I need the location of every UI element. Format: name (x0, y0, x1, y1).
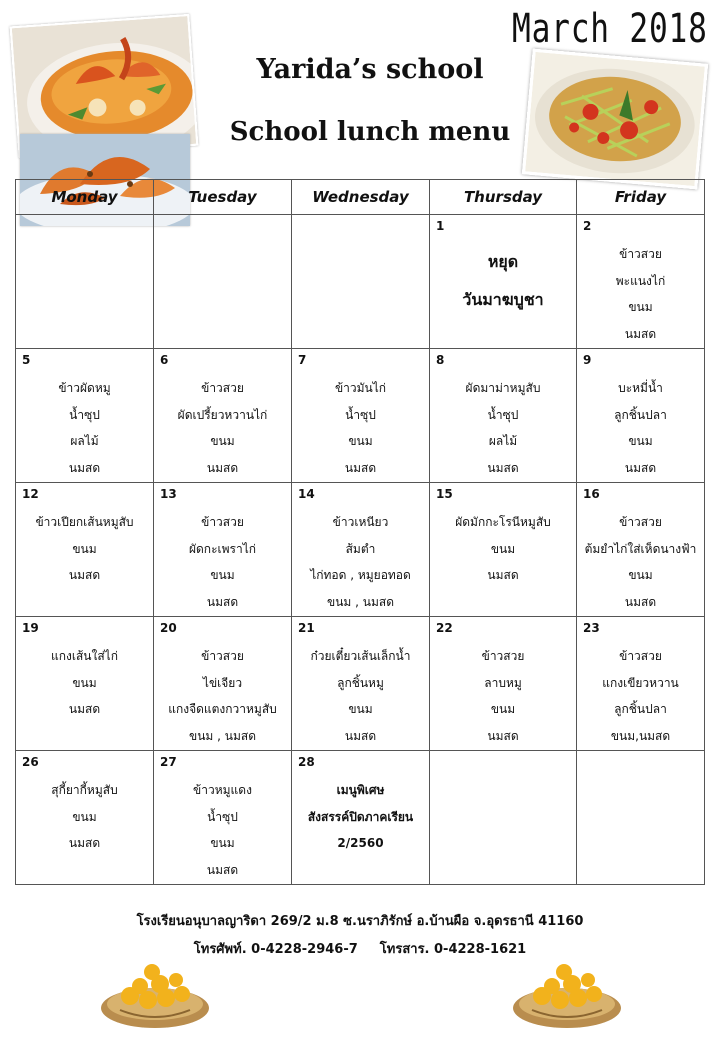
day-number: 12 (22, 487, 39, 501)
menu-item: แกงเส้นใส่ไก่ (51, 649, 118, 663)
day-number: 28 (298, 755, 315, 769)
menu-item: ก๋วยเตี๋ยวเส้นเล็กน้ำ (310, 649, 411, 663)
menu-item: นมสด (624, 460, 657, 475)
menu-item: นมสด (624, 326, 657, 341)
day-cell (430, 349, 577, 483)
day-number: 19 (22, 621, 39, 635)
menu-item: ข้าวผัดหมู (58, 381, 111, 395)
menu-item: 2/2560 (337, 836, 384, 850)
day-number: 14 (298, 487, 315, 501)
dessert-basket-photo-left (100, 950, 210, 1030)
week-row (16, 617, 705, 751)
day-cell (577, 617, 705, 751)
menu-item: นมสด (344, 460, 377, 475)
day-cell (292, 483, 430, 617)
menu-item: ส้มตำ (345, 541, 376, 556)
weekday-header: Friday (577, 180, 705, 215)
menu-item: ข้าวสวย (481, 649, 525, 663)
day-cell (430, 483, 577, 617)
day-cell (16, 215, 154, 349)
day-cell (577, 483, 705, 617)
menu-item: นมสด (68, 836, 101, 850)
menu-item: สุกี้ยากี้หมูสับ (51, 783, 118, 797)
day-number: 5 (22, 353, 31, 367)
menu-item: แกงจืดแตงกวาหมูสับ (168, 702, 277, 716)
day-number: 9 (583, 353, 592, 367)
menu-items (577, 241, 704, 347)
menu-items (292, 777, 429, 857)
menu-item: ข้าวสวย (619, 515, 662, 529)
menu-item: ข้าวมันไก่ (334, 381, 387, 395)
menu-item: พะแนงไก่ (615, 273, 666, 288)
menu-items (577, 509, 704, 615)
menu-item: นมสด (206, 594, 239, 609)
menu-items (292, 643, 429, 749)
menu-item: ขนม (210, 836, 235, 850)
day-number: 13 (160, 487, 177, 501)
menu-items (16, 777, 153, 857)
fax-number: โทรสาร. 0-4228-1621 (379, 942, 527, 957)
menu-items (430, 643, 576, 749)
menu-item: เมนูพิเศษ (336, 783, 385, 797)
dessert-basket-photo-right (512, 950, 622, 1030)
menu-item: น้ำซุป (207, 809, 238, 824)
menu-item: ขนม (72, 541, 97, 556)
menu-item: น้ำซุป (345, 407, 376, 422)
menu-item: หยุด (487, 252, 519, 271)
menu-item: นมสด (624, 594, 657, 609)
menu-item: ผัดกะเพราไก่ (188, 541, 257, 556)
menu-item: ลูกชิ้นหมู (337, 675, 384, 690)
menu-items (16, 509, 153, 589)
menu-items (154, 777, 291, 883)
day-number: 2 (583, 219, 592, 233)
day-number: 7 (298, 353, 307, 367)
weekday-header: Thursday (430, 180, 577, 215)
day-number: 26 (22, 755, 39, 769)
menu-item: นมสด (206, 460, 239, 475)
menu-item: นมสด (487, 728, 519, 743)
day-cell (154, 751, 292, 885)
day-number: 8 (436, 353, 445, 367)
week-row (16, 483, 705, 617)
menu-item: สังสรรค์ปิดภาคเรียน (307, 809, 414, 824)
menu-item: ขนม (628, 300, 653, 314)
menu-item: นมสด (68, 568, 101, 582)
month-title: March 2018 (512, 6, 708, 52)
day-cell (154, 483, 292, 617)
menu-item: นมสด (487, 460, 519, 475)
day-cell (154, 215, 292, 349)
menu-item: ขนม (628, 434, 653, 448)
menu-item: วันมาฆบูชา (462, 290, 544, 309)
day-cell (292, 349, 430, 483)
menu-item: ขนม (72, 809, 97, 824)
day-cell (577, 349, 705, 483)
menu-item: นมสด (206, 862, 239, 877)
menu-item: แกงเขียวหวาน (602, 675, 679, 690)
day-cell (292, 751, 430, 885)
day-cell (16, 483, 154, 617)
menu-item: บะหมี่น้ำ (618, 381, 663, 395)
menu-items (430, 243, 576, 319)
menu-item: ขนม , นมสด (189, 728, 256, 743)
day-cell (16, 617, 154, 751)
menu-item: ขนม (72, 675, 97, 690)
menu-items (154, 643, 291, 749)
school-name: Yarida’s school (256, 54, 484, 85)
day-number: 23 (583, 621, 600, 635)
menu-item: นมสด (68, 702, 101, 716)
menu-item: น้ำซุป (69, 407, 100, 422)
weekday-header: Wednesday (292, 180, 430, 215)
menu-item: ผัดมาม่าหมูสับ (465, 381, 541, 395)
day-cell (430, 215, 577, 349)
day-cell (154, 617, 292, 751)
menu-item: ลูกชิ้นปลา (614, 407, 667, 422)
menu-item: ข้าวสวย (619, 649, 662, 663)
menu-items (292, 509, 429, 615)
menu-item: นมสด (487, 568, 519, 582)
menu-items (154, 375, 291, 481)
menu-item: ขนม (210, 434, 235, 448)
menu-item: ผัดเปรี้ยวหวานไก่ (177, 407, 268, 422)
menu-item: ผัดมักกะโรนีหมูสับ (455, 515, 551, 529)
day-cell (292, 617, 430, 751)
menu-item: ขนม (210, 568, 235, 582)
day-number: 20 (160, 621, 177, 635)
menu-item: ผลไม้ (488, 434, 518, 448)
menu-items (430, 375, 576, 481)
weekday-header-row (16, 180, 705, 215)
menu-item: ขนม (490, 702, 516, 716)
papaya-salad-photo (522, 49, 708, 190)
day-cell (16, 349, 154, 483)
menu-item: น้ำซุป (487, 407, 519, 422)
day-cell (430, 751, 577, 885)
day-number: 22 (436, 621, 453, 635)
menu-item: ข้าวสวย (619, 247, 662, 261)
day-cell (577, 215, 705, 349)
menu-item: ต้มยำไก่ใส่เห็ดนางฟ้า (584, 541, 697, 556)
menu-item: ข้าวสวย (201, 515, 244, 529)
menu-items (16, 375, 153, 481)
week-row (16, 349, 705, 483)
day-number: 21 (298, 621, 315, 635)
menu-item: ไข่เจียว (202, 675, 243, 690)
menu-item: ผลไม้ (70, 434, 99, 448)
menu-item: ขนม,นมสด (610, 728, 671, 743)
menu-item: ขนม (348, 434, 373, 448)
week-row (16, 215, 705, 349)
menu-item: ลูกชิ้นปลา (614, 702, 667, 716)
menu-item: ข้าวเปียกเส้นหมูสับ (35, 515, 134, 529)
menu-items (430, 509, 576, 589)
weekday-header: Tuesday (154, 180, 292, 215)
menu-item: ขนม , นมสด (327, 594, 394, 609)
menu-item: ขนม (628, 568, 653, 582)
day-cell (430, 617, 577, 751)
menu-item: ข้าวสวย (201, 649, 244, 663)
week-row (16, 751, 705, 885)
lunch-calendar (15, 179, 705, 885)
menu-item: ขนม (490, 541, 516, 556)
day-number: 16 (583, 487, 600, 501)
menu-item: ข้าวสวย (201, 381, 244, 395)
day-number: 6 (160, 353, 169, 367)
day-cell (292, 215, 430, 349)
menu-item: ลาบหมู (484, 675, 522, 690)
menu-title: School lunch menu (229, 117, 511, 147)
menu-item: ข้าวเหนียว (332, 515, 389, 529)
day-number: 15 (436, 487, 453, 501)
menu-item: ไก่ทอด , หมูยอทอด (310, 568, 411, 582)
phone-number: โทรศัพท์. 0-4228-2946-7 (193, 942, 358, 957)
menu-items (577, 375, 704, 481)
menu-item: นมสด (68, 460, 101, 475)
calendar-body (16, 215, 705, 885)
day-number: 27 (160, 755, 177, 769)
day-cell (577, 751, 705, 885)
school-address: โรงเรียนอนุบาลญาริดา 269/2 ม.8 ซ.นราภิรักษ์ อ.บ้านผือ จ.อุดรธานี 41160 (136, 914, 584, 929)
menu-items (154, 509, 291, 615)
day-number: 1 (436, 219, 445, 233)
weekday-header: Monday (16, 180, 154, 215)
day-cell (154, 349, 292, 483)
menu-item: ขนม (348, 702, 373, 716)
day-cell (16, 751, 154, 885)
menu-item: ข้าวหมูแดง (193, 783, 252, 797)
menu-items (577, 643, 704, 749)
menu-items (16, 643, 153, 723)
menu-items (292, 375, 429, 481)
menu-item: นมสด (344, 728, 377, 743)
